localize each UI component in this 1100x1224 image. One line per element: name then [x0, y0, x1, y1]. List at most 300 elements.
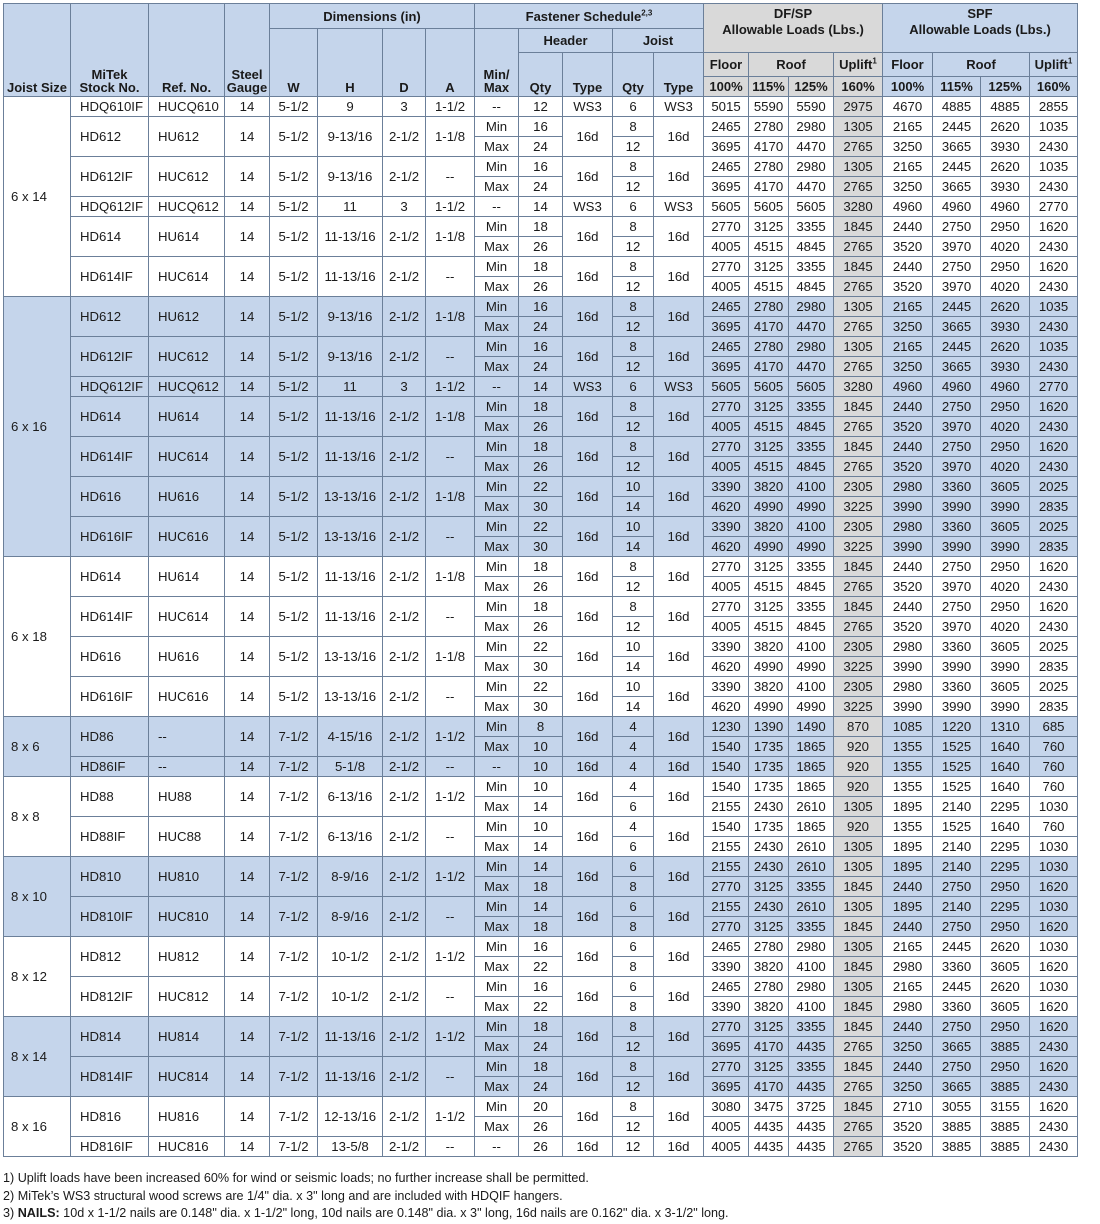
spf-load-cell: 1620	[1030, 957, 1078, 977]
joist-qty-cell: 8	[613, 437, 654, 457]
min-max-cell: Max	[475, 1037, 519, 1057]
joist-qty-cell: 6	[613, 897, 654, 917]
dim-a-cell: --	[426, 157, 475, 197]
spf-load-cell: 1030	[1030, 977, 1078, 997]
pct-header	[933, 77, 981, 97]
gauge-cell: 14	[225, 817, 270, 857]
joist-type-cell: 16d	[654, 397, 704, 437]
joist-size-cell: 8 x 10	[4, 857, 71, 937]
spf-load-cell: 2835	[1030, 537, 1078, 557]
dfsp-load-cell: 4435	[749, 1117, 789, 1137]
spf-load-cell: 2440	[883, 397, 933, 417]
dfsp-load-cell: 2780	[749, 337, 789, 357]
fastener-schedule-header	[475, 4, 704, 29]
header-qty-cell: 26	[519, 1137, 563, 1157]
dim-w-cell: 5-1/2	[270, 597, 318, 637]
spf-load-cell: 2140	[933, 897, 981, 917]
spf-load-cell: 3990	[883, 537, 933, 557]
dfsp-load-cell: 3225	[834, 657, 883, 677]
dfsp-header	[704, 4, 883, 53]
ref-no-cell: --	[149, 757, 225, 777]
table-row	[4, 557, 1078, 577]
ref-no-cell: HUC614	[149, 257, 225, 297]
dim-w-cell: 5-1/2	[270, 257, 318, 297]
dim-h-cell: 11-13/16	[318, 217, 383, 257]
joist-type-cell: 16d	[654, 517, 704, 557]
spf-load-cell: 2750	[933, 437, 981, 457]
table-row	[4, 477, 1078, 497]
header-qty-cell: 22	[519, 997, 563, 1017]
min-max-cell: --	[475, 757, 519, 777]
dim-w-cell: 7-1/2	[270, 1057, 318, 1097]
header-type-cell: 16d	[563, 677, 613, 717]
dim-d-cell: 2-1/2	[383, 717, 426, 757]
header-qty-cell: 18	[519, 217, 563, 237]
spf-load-cell: 1620	[1030, 257, 1078, 277]
gauge-cell: 14	[225, 437, 270, 477]
spf-load-cell: 2430	[1030, 137, 1078, 157]
dim-d-cell: 3	[383, 97, 426, 117]
spf-load-cell: 1525	[933, 817, 981, 837]
dfsp-load-cell: 1305	[834, 337, 883, 357]
spf-load-cell: 3665	[933, 1077, 981, 1097]
dfsp-load-cell: 1845	[834, 957, 883, 977]
dfsp-load-cell: 2780	[749, 977, 789, 997]
stock-no-cell: HD812IF	[71, 977, 149, 1017]
dfsp-load-cell: 2770	[704, 1017, 749, 1037]
joist-qty-header	[613, 53, 654, 97]
stock-no-cell: HD616IF	[71, 677, 149, 717]
spf-load-cell: 2430	[1030, 1117, 1078, 1137]
min-max-cell: Min	[475, 817, 519, 837]
spf-load-cell: 2750	[933, 1057, 981, 1077]
gauge-cell: 14	[225, 977, 270, 1017]
spf-load-cell: 1035	[1030, 337, 1078, 357]
dfsp-load-cell: 4100	[789, 637, 834, 657]
dfsp-load-cell: 3390	[704, 677, 749, 697]
dfsp-load-cell: 1845	[834, 917, 883, 937]
spf-load-cell: 2445	[933, 937, 981, 957]
dim-a-cell: 1-1/2	[426, 97, 475, 117]
spf-load-cell: 1035	[1030, 297, 1078, 317]
dfsp-load-cell: 3820	[749, 957, 789, 977]
dfsp-load-cell: 1735	[749, 777, 789, 797]
spf-load-cell: 1525	[933, 737, 981, 757]
spf-load-cell: 2440	[883, 257, 933, 277]
footnote-3-text: 10d x 1-1/2 nails are 0.148" dia. x 1-1/2" long, 10d nails are 0.148" dia. x 3" long, 16d nails are 0.162" dia. x 3-1/2" long.	[59, 1206, 729, 1220]
dfsp-load-cell: 1540	[704, 817, 749, 837]
stock-no-cell: HD88	[71, 777, 149, 817]
spf-load-cell: 2025	[1030, 677, 1078, 697]
ref-no-cell: HUC810	[149, 897, 225, 937]
spf-load-cell: 2835	[1030, 657, 1078, 677]
pct-label: 100%	[890, 79, 925, 94]
dfsp-load-cell: 1845	[834, 877, 883, 897]
dfsp-load-cell: 2770	[704, 397, 749, 417]
spf-load-cell: 2430	[1030, 317, 1078, 337]
dfsp-load-cell: 1540	[704, 737, 749, 757]
dfsp-load-cell: 1845	[834, 597, 883, 617]
joist-fastener-group	[613, 29, 704, 53]
type-label: Type	[663, 80, 694, 95]
spf-load-cell: 4960	[981, 197, 1030, 217]
dim-a-cell: 1-1/2	[426, 197, 475, 217]
spf-load-cell: 3665	[933, 317, 981, 337]
header-group-label: Header	[543, 33, 588, 48]
joist-type-cell: 16d	[654, 477, 704, 517]
min-max-cell: Min	[475, 977, 519, 997]
header-qty-cell: 10	[519, 737, 563, 757]
joist-size-header	[4, 4, 71, 97]
dfsp-load-cell: 1865	[789, 777, 834, 797]
dfsp-load-cell: 2465	[704, 937, 749, 957]
dfsp-load-cell: 2780	[749, 297, 789, 317]
spf-load-cell: 1640	[981, 817, 1030, 837]
spf-load-cell: 2950	[981, 917, 1030, 937]
uplift-footnote-ref: 1	[1067, 56, 1073, 66]
header-qty-cell: 16	[519, 117, 563, 137]
min-max-cell: Max	[475, 497, 519, 517]
pct-label: 115%	[940, 79, 973, 94]
stock-no-cell: HD816	[71, 1097, 149, 1137]
header-qty-cell: 14	[519, 897, 563, 917]
dfsp-load-cell: 4170	[749, 317, 789, 337]
dfsp-load-cell: 1305	[834, 157, 883, 177]
dim-h-cell: 5-1/8	[318, 757, 383, 777]
min-max-cell: Max	[475, 997, 519, 1017]
min-max-cell: --	[475, 197, 519, 217]
dfsp-load-cell: 920	[834, 737, 883, 757]
header-qty-cell: 16	[519, 977, 563, 997]
fastener-footnote-ref: 2,3	[641, 8, 653, 18]
joist-qty-cell: 6	[613, 977, 654, 997]
joist-qty-cell: 8	[613, 217, 654, 237]
spf-load-cell: 2445	[933, 157, 981, 177]
dfsp-load-cell: 3695	[704, 177, 749, 197]
gauge-cell: 14	[225, 157, 270, 197]
hanger-table-wrapper	[3, 3, 1078, 1157]
min-max-cell: Max	[475, 617, 519, 637]
joist-qty-cell: 10	[613, 477, 654, 497]
dfsp-load-cell: 4515	[749, 457, 789, 477]
dim-a-cell: --	[426, 337, 475, 377]
stock-no-cell: HD612IF	[71, 157, 149, 197]
dim-a-cell: 1-1/2	[426, 857, 475, 897]
dfsp-load-cell: 4515	[749, 237, 789, 257]
table-row	[4, 297, 1078, 317]
dim-a-cell: --	[426, 517, 475, 557]
pct-header	[704, 77, 749, 97]
min-max-cell: Max	[475, 917, 519, 937]
spf-load-cell: 2440	[883, 917, 933, 937]
dfsp-load-cell: 5605	[789, 377, 834, 397]
header-qty-cell: 24	[519, 1077, 563, 1097]
table-row	[4, 637, 1078, 657]
stock-no-cell: HD812	[71, 937, 149, 977]
spf-load-cell: 2950	[981, 1017, 1030, 1037]
ref-no-cell: HUCQ610	[149, 97, 225, 117]
header-qty-cell: 12	[519, 97, 563, 117]
spf-load-cell: 4020	[981, 577, 1030, 597]
spf-load-cell: 1525	[933, 777, 981, 797]
gauge-cell: 14	[225, 517, 270, 557]
dfsp-load-cell: 4170	[749, 1077, 789, 1097]
dfsp-load-cell: 2765	[834, 1137, 883, 1157]
min-max-cell: Min	[475, 1057, 519, 1077]
dfsp-load-cell: 4845	[789, 417, 834, 437]
dfsp-load-cell: 3125	[749, 1057, 789, 1077]
gauge-cell: 14	[225, 777, 270, 817]
min-max-cell: Max	[475, 697, 519, 717]
table-row	[4, 517, 1078, 537]
dfsp-load-cell: 3820	[749, 997, 789, 1017]
min-max-cell: Max	[475, 577, 519, 597]
dim-d-cell: 2-1/2	[383, 157, 426, 197]
dfsp-load-cell: 4515	[749, 277, 789, 297]
joist-qty-cell: 6	[613, 97, 654, 117]
min-max-cell: Max	[475, 877, 519, 897]
spf-load-cell: 2295	[981, 857, 1030, 877]
spf-load-cell: 4020	[981, 277, 1030, 297]
dim-w-cell: 5-1/2	[270, 397, 318, 437]
spf-load-cell: 3665	[933, 357, 981, 377]
joist-qty-cell: 14	[613, 697, 654, 717]
dfsp-load-cell: 4990	[789, 497, 834, 517]
header-qty-cell: 22	[519, 677, 563, 697]
min-max-cell: Min	[475, 257, 519, 277]
joist-qty-cell: 6	[613, 197, 654, 217]
dfsp-load-cell: 2780	[749, 937, 789, 957]
footnote-3	[3, 1205, 729, 1223]
dim-h-cell: 11-13/16	[318, 557, 383, 597]
table-row	[4, 1057, 1078, 1077]
spf-load-cell: 3605	[981, 957, 1030, 977]
dfsp-load-cell: 3125	[749, 397, 789, 417]
header-type-cell: 16d	[563, 257, 613, 297]
spf-load-cell: 3885	[933, 1137, 981, 1157]
header-type-cell: 16d	[563, 157, 613, 197]
joist-qty-cell: 6	[613, 377, 654, 397]
dim-h-cell: 6-13/16	[318, 817, 383, 857]
dfsp-load-cell: 2765	[834, 1037, 883, 1057]
gauge-cell: 14	[225, 477, 270, 517]
dim-w-cell: 5-1/2	[270, 377, 318, 397]
min-max-cell: Min	[475, 517, 519, 537]
dfsp-load-cell: 1845	[834, 397, 883, 417]
min-max-cell: Min	[475, 477, 519, 497]
spf-load-cell: 3665	[933, 177, 981, 197]
header-type-cell: 16d	[563, 937, 613, 977]
spf-load-cell: 2750	[933, 1017, 981, 1037]
spf-load-cell: 3155	[981, 1097, 1030, 1117]
dfsp-load-cell: 4100	[789, 677, 834, 697]
spf-load-cell: 3930	[981, 357, 1030, 377]
stock-no-cell: HD86	[71, 717, 149, 757]
dim-a-cell: --	[426, 757, 475, 777]
dfsp-load-cell: 3355	[789, 397, 834, 417]
spf-load-cell: 1085	[883, 717, 933, 737]
gauge-cell: 14	[225, 897, 270, 937]
dfsp-load-cell: 4990	[749, 497, 789, 517]
spf-load-cell: 2835	[1030, 697, 1078, 717]
min-max-cell: --	[475, 97, 519, 117]
dfsp-load-cell: 2770	[704, 437, 749, 457]
spf-load-cell: 1035	[1030, 117, 1078, 137]
dim-a-cell: 1-1/8	[426, 477, 475, 517]
spf-load-cell: 4960	[981, 377, 1030, 397]
stock-no-cell: HD88IF	[71, 817, 149, 857]
spf-load-cell: 2165	[883, 337, 933, 357]
spf-load-cell: 1620	[1030, 437, 1078, 457]
spf-load-cell: 1895	[883, 857, 933, 877]
header-type-cell: 16d	[563, 337, 613, 377]
stock-no-cell: HD614IF	[71, 257, 149, 297]
dim-w-cell: 7-1/2	[270, 717, 318, 757]
dfsp-load-cell: 3390	[704, 957, 749, 977]
dfsp-load-cell: 4620	[704, 537, 749, 557]
dfsp-load-cell: 3080	[704, 1097, 749, 1117]
spf-load-cell: 3990	[933, 657, 981, 677]
ref-no-cell: HUC616	[149, 677, 225, 717]
spf-load-cell: 2430	[1030, 1037, 1078, 1057]
dim-h-cell: 11-13/16	[318, 437, 383, 477]
spf-load-cell: 2620	[981, 157, 1030, 177]
spf-load-cell: 1620	[1030, 1017, 1078, 1037]
dim-w-cell: 5-1/2	[270, 217, 318, 257]
dim-a-cell: --	[426, 897, 475, 937]
spf-load-cell: 2165	[883, 117, 933, 137]
spf-load-cell: 1620	[1030, 997, 1078, 1017]
header-qty-header	[519, 53, 563, 97]
dim-h-cell: 9	[318, 97, 383, 117]
dfsp-load-cell: 3125	[749, 437, 789, 457]
spf-load-cell: 1620	[1030, 917, 1078, 937]
spf-load-cell: 3520	[883, 617, 933, 637]
min-max-cell: Max	[475, 277, 519, 297]
dfsp-load-cell: 4435	[789, 1037, 834, 1057]
gauge-cell: 14	[225, 717, 270, 757]
qty-label: Qty	[529, 80, 552, 95]
footnote-3-heading: NAILS:	[17, 1206, 60, 1220]
header-qty-cell: 22	[519, 517, 563, 537]
spf-load-cell: 1640	[981, 777, 1030, 797]
spf-load-cell: 1640	[981, 757, 1030, 777]
header-qty-cell: 18	[519, 1057, 563, 1077]
spf-load-cell: 2950	[981, 217, 1030, 237]
table-row	[4, 597, 1078, 617]
spf-load-cell: 3250	[883, 137, 933, 157]
header-type-cell: 16d	[563, 477, 613, 517]
dim-w-cell: 5-1/2	[270, 297, 318, 337]
spf-load-cell: 3930	[981, 317, 1030, 337]
joist-qty-cell: 8	[613, 337, 654, 357]
spf-load-cell: 1620	[1030, 877, 1078, 897]
dim-d-cell: 2-1/2	[383, 437, 426, 477]
ref-no-cell: HUCQ612	[149, 197, 225, 217]
dfsp-load-cell: 3225	[834, 697, 883, 717]
spf-load-cell: 1030	[1030, 797, 1078, 817]
dfsp-load-cell: 2770	[704, 877, 749, 897]
header-qty-cell: 22	[519, 637, 563, 657]
dfsp-load-cell: 4620	[704, 657, 749, 677]
dfsp-load-cell: 1845	[834, 257, 883, 277]
joist-type-cell: 16d	[654, 777, 704, 817]
dim-d-cell: 2-1/2	[383, 597, 426, 637]
stock-no-cell: HD86IF	[71, 757, 149, 777]
min-max-cell: Max	[475, 657, 519, 677]
header-type-cell: 16d	[563, 977, 613, 1017]
spf-load-cell: 2750	[933, 917, 981, 937]
header-type-cell: 16d	[563, 1097, 613, 1137]
spf-load-cell: 3990	[981, 697, 1030, 717]
dfsp-load-cell: 4990	[789, 537, 834, 557]
pct-label: 160%	[841, 79, 875, 94]
dfsp-load-cell: 1390	[749, 717, 789, 737]
stock-no-cell: HD616IF	[71, 517, 149, 557]
dfsp-load-cell: 2305	[834, 477, 883, 497]
gauge-cell: 14	[225, 97, 270, 117]
dfsp-load-cell: 4005	[704, 457, 749, 477]
stock-no-cell: HD814	[71, 1017, 149, 1057]
table-row	[4, 197, 1078, 217]
dim-d-cell: 2-1/2	[383, 117, 426, 157]
ref-no-cell: HUC612	[149, 157, 225, 197]
spf-load-cell: 1030	[1030, 837, 1078, 857]
joist-type-cell: 16d	[654, 717, 704, 757]
gauge-cell: 14	[225, 377, 270, 397]
spf-load-cell: 2750	[933, 397, 981, 417]
gauge-cell: 14	[225, 557, 270, 597]
dfsp-load-cell: 4100	[789, 517, 834, 537]
dfsp-load-cell: 2430	[749, 837, 789, 857]
header-type-header	[563, 53, 613, 97]
joist-qty-cell: 12	[613, 1137, 654, 1157]
gauge-cell: 14	[225, 757, 270, 777]
spf-load-cell: 3970	[933, 577, 981, 597]
gauge-cell: 14	[225, 597, 270, 637]
header-type-cell: 16d	[563, 717, 613, 757]
spf-load-cell: 1355	[883, 817, 933, 837]
gauge-cell: 14	[225, 1017, 270, 1057]
table-row	[4, 377, 1078, 397]
uplift-label: Uplift	[839, 57, 873, 72]
dim-h-cell: 10-1/2	[318, 937, 383, 977]
dim-a-cell: 1-1/8	[426, 297, 475, 337]
dfsp-load-cell: 1305	[834, 797, 883, 817]
spf-load-cell: 4020	[981, 617, 1030, 637]
dim-d-cell: 2-1/2	[383, 1097, 426, 1137]
gauge-label: Gauge	[226, 80, 268, 95]
min-max-cell: Min	[475, 937, 519, 957]
ref-no-cell: --	[149, 717, 225, 757]
dfsp-load-cell: 5605	[749, 197, 789, 217]
spf-load-cell: 3885	[981, 1117, 1030, 1137]
dfsp-load-cell: 1735	[749, 817, 789, 837]
dfsp-load-cell: 3725	[789, 1097, 834, 1117]
spf-load-cell: 2750	[933, 217, 981, 237]
dfsp-load-cell: 1865	[789, 757, 834, 777]
dim-h-cell: 13-13/16	[318, 677, 383, 717]
spf-load-cell: 3990	[981, 657, 1030, 677]
dim-a-cell: 1-1/2	[426, 1097, 475, 1137]
dfsp-load-cell: 3125	[749, 597, 789, 617]
pct-header	[749, 77, 789, 97]
pct-label: 160%	[1036, 79, 1071, 94]
header-qty-cell: 10	[519, 817, 563, 837]
dimensions-header	[270, 4, 475, 29]
stock-no-cell: HDQ612IF	[71, 377, 149, 397]
dim-d-cell: 2-1/2	[383, 1017, 426, 1057]
